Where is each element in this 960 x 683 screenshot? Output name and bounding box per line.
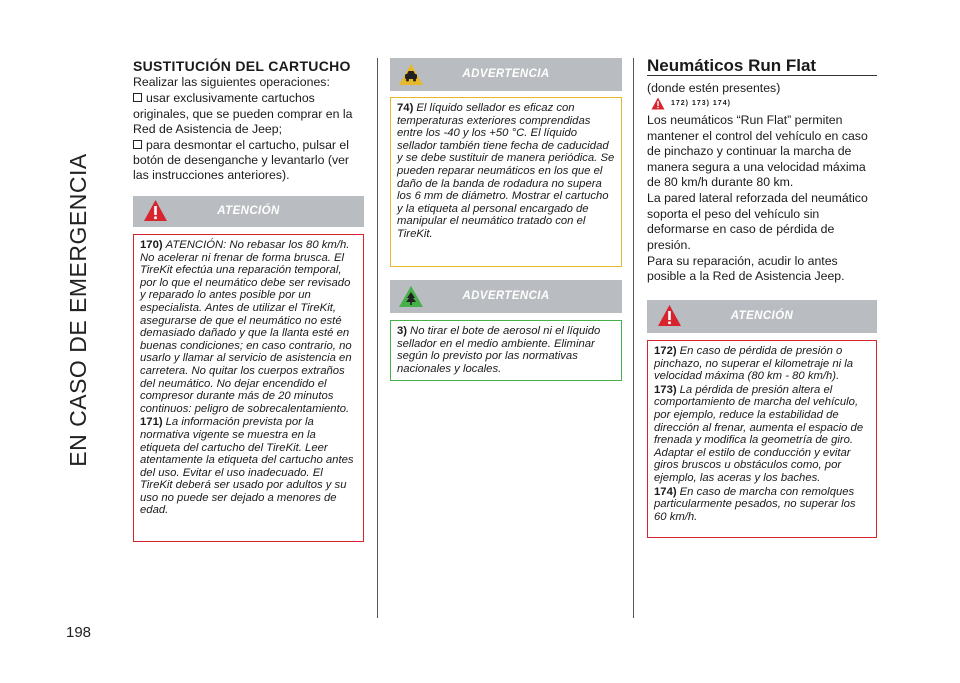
column-3-body xyxy=(647,81,877,285)
list-item xyxy=(133,91,365,137)
environment-header xyxy=(390,280,622,313)
checkbox-bullet-icon xyxy=(133,93,142,102)
warning-label: ADVERTENCIA xyxy=(462,68,550,80)
caution-item-171: 171) La información prevista por la normativa vigente se muestra en la etiqueta del cartucho del TireKit. Leer atentamente la etiqueta del cartucho antes del uso. Evitar el uso inadecuado. El TireKit deberá ser usado por adultos y su uso no puede ser dejado a menores de edad. xyxy=(140,416,354,517)
intro-text: Realizar las siguientes operaciones: xyxy=(133,75,330,89)
warning-label: ADVERTENCIA xyxy=(462,290,550,302)
caution-header xyxy=(647,300,877,333)
reference-row xyxy=(647,97,877,111)
caution-header xyxy=(133,196,364,227)
list-item xyxy=(133,138,365,184)
column-3 xyxy=(647,56,877,76)
warning-header xyxy=(390,58,622,91)
column-1 xyxy=(133,58,365,184)
caution-item-170: 170) ATENCIÓN: No rebasar los 80 km/h. No acelerar ni frenar de forma brusca. El TireKit efectúa una reparación temporal, por lo que el neumático debe ser revisado y reparado lo antes posible por un especialista. Antes de utilizar el TireKit, asegurarse de que el neumático no esté demasiado dañado y que la llanta esté en buenas condiciones; en caso contrario, no usarlo y llamar al servicio de asistencia en carretera. No quitar los cuerpos extraños del neumático. No dejar encendido el compresor durante más de 20 minutos continuos: peligro de sobrecalentamiento. xyxy=(140,239,352,415)
reference-numbers: 172) 173) 174) xyxy=(671,100,731,108)
environment-box xyxy=(390,320,622,381)
caution-box xyxy=(647,340,877,538)
column-divider xyxy=(377,58,378,618)
warning-item-3: 3) No tirar el bote de aerosol ni el líquido sellador en el medio ambiente. Eliminar según lo previsto por las normativas nacionales y locales. xyxy=(397,325,601,375)
caution-item-172: 172) En caso de pérdida de presión o pinchazo, no superar el kilometraje ni la velocidad máxima (80 km - 80 km/h). xyxy=(654,345,854,383)
heading-underline xyxy=(647,75,877,76)
caution-label: ATENCIÓN xyxy=(730,310,794,322)
paragraph: Para su reparación, acudir lo antes posible a la Red de Asistencia Jeep. xyxy=(647,254,845,284)
bullet-text: usar exclusivamente cartuchos originales, que se pueden comprar en la Red de Asistencia de Jeep; xyxy=(133,91,353,137)
section-side-title: EN CASO DE EMERGENCIA xyxy=(65,153,91,467)
caution-item-174: 174) En caso de marcha con remolques particularmente pesados, no superar los 60 km/h. xyxy=(654,485,856,523)
subtitle-text: (donde estén presentes) xyxy=(647,81,781,95)
caution-item-173: 173) La pérdida de presión altera el comportamiento de marcha del vehículo, por ejemplo, reduce la estabilidad de dirección al frenar, aumenta el espacio de frenada y modifica la geometría de giro. Adaptar el estilo de conducción y evitar giros bruscos u obstáculos como, por ejemplo, las aceras y los baches. xyxy=(654,383,864,484)
warning-box xyxy=(390,97,622,267)
paragraph: Los neumáticos “Run Flat” permiten mantener el control del vehículo en caso de pinchazo y continuar la marcha de manera segura a una velocidad máxima de 80 km/h durante 80 km. xyxy=(647,113,868,190)
section-title: SUSTITUCIÓN DEL CARTUCHO xyxy=(133,58,351,74)
page-number: 198 xyxy=(66,624,92,641)
bullet-text: para desmontar el cartucho, pulsar el botón de desenganche y levantarlo (ver las instrucciones anteriores). xyxy=(133,137,350,183)
warning-item-74: 74) El líquido sellador es eficaz con temperaturas exteriores comprendidas entre los -40 y los +50 °C. El líquido sellador también tiene fecha de caducidad y se debe sustituir de manera periódica. Se pueden reparar neumáticos en los que el daño de la banda de rodadura no supera los 6 mm de diámetro. Mostrar el cartucho y la etiqueta al personal encargado de manipular el neumático tratado con el TireKit. xyxy=(397,102,615,240)
column-divider xyxy=(633,58,634,618)
section-heading: Neumáticos Run Flat xyxy=(647,56,817,75)
warning-triangle-icon xyxy=(651,97,665,110)
caution-box xyxy=(133,234,364,542)
caution-label: ATENCIÓN xyxy=(217,205,280,217)
paragraph: La pared lateral reforzada del neumático soporta el peso del vehículo sin deformarse en caso de pérdida de presión. xyxy=(647,191,868,252)
checkbox-bullet-icon xyxy=(133,140,142,149)
